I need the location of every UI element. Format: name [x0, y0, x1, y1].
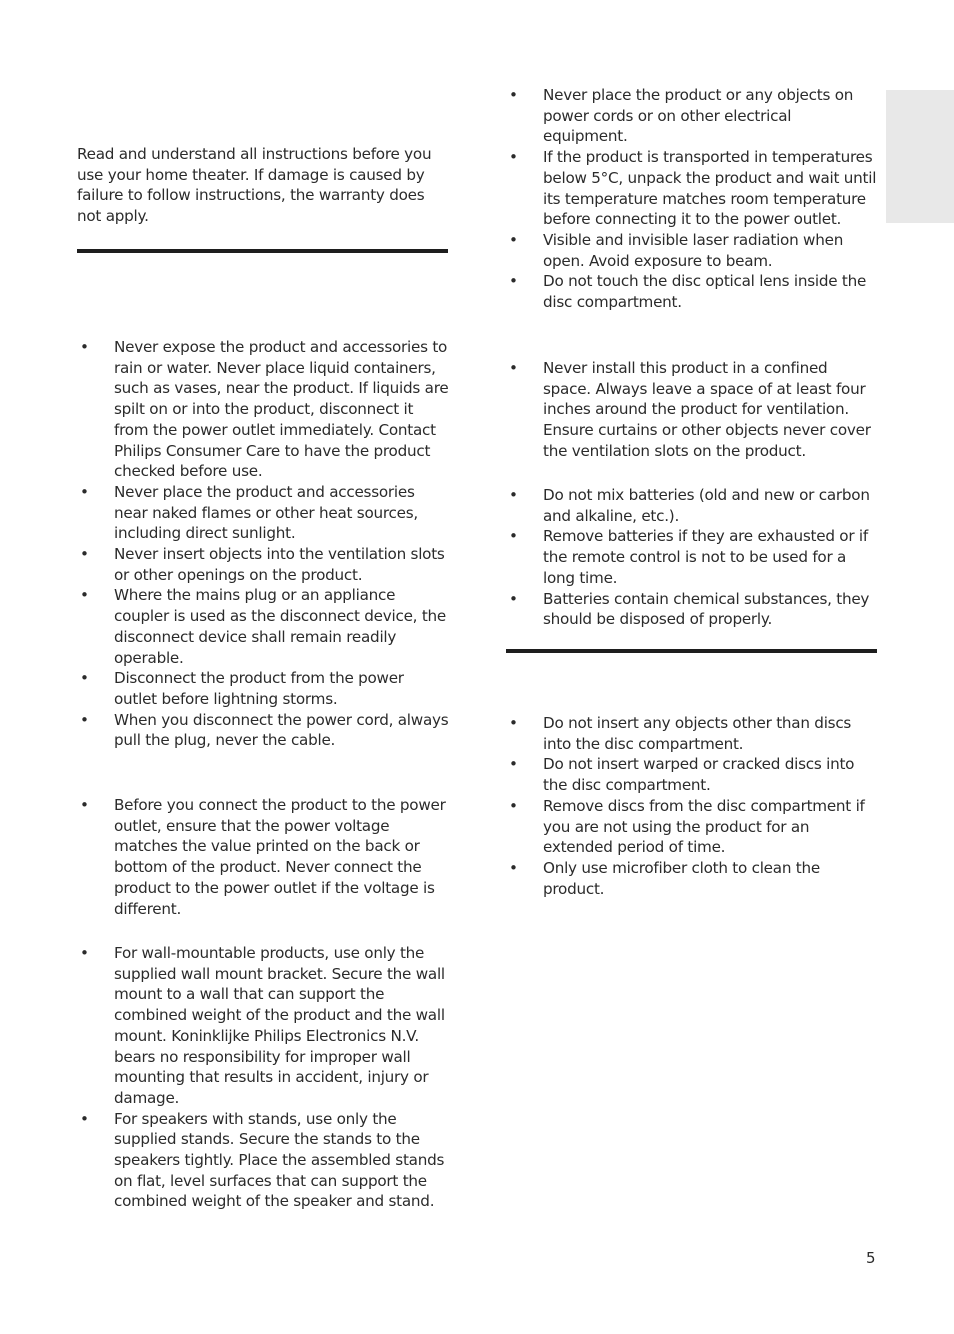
- bullet-marker: •: [80, 482, 89, 501]
- list-item: [506, 589, 878, 630]
- bullet-marker: •: [80, 1109, 89, 1128]
- list-item-text: Never expose the product and accessories to rain or water. Never place liquid containers, such as vases, near the product. If liquids are spilt on or into the product, disconnect it from the power outlet immediately. Contact Philips Consumer Care to have the product checked before use.: [114, 338, 449, 481]
- list-item: [506, 485, 878, 526]
- safety-list-general: [77, 337, 449, 751]
- list-item-text: Visible and invisible laser radiation when open. Avoid exposure to beam.: [543, 230, 844, 270]
- list-item-text: Do not touch the disc optical lens inside the disc compartment.: [543, 272, 867, 312]
- list-item: [506, 147, 878, 230]
- safety-list-handling: [506, 85, 878, 313]
- list-item: [506, 526, 878, 588]
- bullet-marker: •: [509, 589, 518, 608]
- bullet-marker: •: [80, 545, 89, 564]
- list-item-text: If the product is transported in temperatures below 5°C, unpack the product and wait until its temperature matches room temperature before connecting it to the power outlet.: [543, 148, 877, 229]
- list-item: [506, 358, 878, 462]
- list-item-text: When you disconnect the power cord, always pull the plug, never the cable.: [114, 710, 449, 750]
- list-item: [77, 1109, 449, 1213]
- list-item-text: Never place the product or any objects on power cords or on other electrical equipment.: [543, 86, 854, 146]
- safety-list-ventilation: [506, 358, 878, 462]
- section-divider-left: [77, 249, 448, 253]
- list-item-text: Where the mains plug or an appliance coupler is used as the disconnect device, the disconnect device shall remain readily operable.: [114, 586, 447, 667]
- list-item-text: Before you connect the product to the power outlet, ensure that the power voltage matches the value printed on the back or bottom of the product. Never connect the product to the power outlet if the voltage is different.: [114, 796, 446, 918]
- list-item-text: Never install this product in a confined space. Always leave a space of at least four inches around the product for ventilation. Ensure curtains or other objects never cover the ventilation slots on the product.: [543, 359, 871, 460]
- intro-paragraph: Read and understand all instructions before you use your home theater. If damage is caused by failure to follow instructions, the warranty does not apply.: [77, 145, 432, 226]
- list-item-text: Never place the product and accessories near naked flames or other heat sources, including direct sunlight.: [114, 482, 418, 543]
- list-item-text: Only use microfiber cloth to clean the product.: [543, 858, 820, 898]
- list-item-text: For speakers with stands, use only the supplied stands. Secure the stands to the speakers tightly. Place the assembled stands on flat, level surfaces that can support the combined weight of the speaker and stand.: [114, 1109, 445, 1211]
- safety-list-batteries: [506, 485, 878, 630]
- list-item: [506, 85, 878, 147]
- list-item: [77, 943, 449, 1109]
- list-item: [77, 585, 449, 668]
- list-item-text: Disconnect the product from the power outlet before lightning storms.: [114, 669, 404, 708]
- section-divider-right: [506, 649, 877, 653]
- safety-list-mounting: [77, 943, 449, 1212]
- bullet-marker: •: [509, 714, 518, 732]
- list-item-text: Remove discs from the disc compartment if you are not using the product for an extended period of time.: [543, 796, 865, 857]
- list-item-text: Do not insert warped or cracked discs into the disc compartment.: [543, 755, 855, 795]
- care-list-discs: [506, 713, 878, 899]
- list-item: [506, 754, 878, 795]
- bullet-marker: •: [509, 272, 518, 291]
- list-item: [506, 796, 878, 858]
- safety-list-power: [77, 795, 449, 919]
- bullet-marker: •: [509, 86, 518, 104]
- list-item-text: Batteries contain chemical substances, they should be disposed of properly.: [543, 589, 870, 629]
- bullet-marker: •: [509, 858, 518, 877]
- list-item: [77, 544, 449, 585]
- bullet-marker: •: [509, 796, 518, 815]
- bullet-marker: •: [80, 796, 89, 814]
- list-item: [77, 668, 449, 709]
- list-item: [77, 337, 449, 482]
- list-item-text: Never insert objects into the ventilation slots or other openings on the product.: [114, 545, 445, 584]
- list-item: [506, 858, 878, 899]
- page-number: 5: [866, 1249, 876, 1267]
- list-item: [77, 482, 449, 544]
- list-item-text: Do not mix batteries (old and new or carbon and alkaline, etc.).: [543, 486, 870, 525]
- language-side-tab: [886, 90, 954, 223]
- bullet-marker: •: [80, 338, 89, 356]
- bullet-marker: •: [80, 669, 89, 688]
- list-item: [77, 710, 449, 751]
- bullet-marker: •: [509, 527, 518, 546]
- list-item: [77, 795, 449, 919]
- list-item-text: For wall-mountable products, use only the supplied wall mount bracket. Secure the wall mount to a wall that can support the combined weight of the product and the wall mount. Koninklijke Philips Electronics N.V. bears no responsibility for improper wall mounting that results in accident, injury or damage.: [114, 944, 445, 1107]
- bullet-marker: •: [509, 230, 518, 249]
- list-item: [506, 271, 878, 312]
- list-item: [506, 230, 878, 271]
- bullet-marker: •: [509, 755, 518, 774]
- bullet-marker: •: [509, 148, 518, 167]
- bullet-marker: •: [80, 586, 89, 605]
- bullet-marker: •: [509, 359, 518, 377]
- list-item-text: Remove batteries if they are exhausted or if the remote control is not to be used for a long time.: [543, 527, 868, 587]
- list-item: [506, 713, 878, 754]
- bullet-marker: •: [509, 486, 518, 504]
- bullet-marker: •: [80, 944, 89, 962]
- bullet-marker: •: [80, 710, 89, 729]
- list-item-text: Do not insert any objects other than discs into the disc compartment.: [543, 714, 852, 753]
